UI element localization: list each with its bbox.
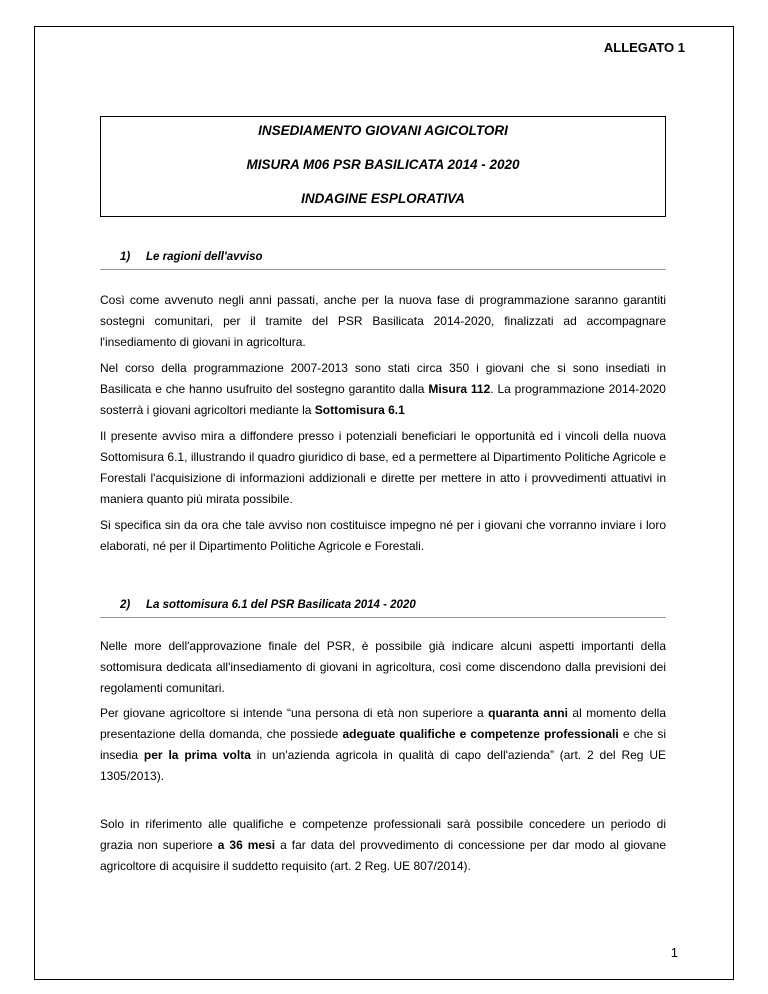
allegato-label: ALLEGATO 1 [603, 40, 685, 55]
section-1-heading [100, 251, 666, 270]
section-1-paragraph-3: Il presente avviso mira a diffondere presso i potenziali beneficiari le opportunità ed i vincoli della nuova Sottomisura 6.1, illustrando il quadro giuridico di base, ed a permettere al Dipartimento Politiche Agricole e Forestali l'acquisizione di informazioni addizionali e dirette per mettere in atto i provvedimenti attuativi in maniera quanto più mirata possibile. [100, 429, 666, 506]
section-1-paragraph-2 [100, 358, 666, 421]
title-box [100, 116, 666, 217]
text-run: e che si insedia [100, 727, 666, 762]
text-run: Per giovane agricoltore si intende “una persona di età non superiore a [100, 706, 489, 720]
bold-run: Misura 112 [428, 382, 491, 396]
section-2-paragraph-1: Nelle more dell'approvazione finale del PSR, è possibile già indicare alcuni aspetti importanti della sottomisura dedicata all'insediamento di giovani in agricoltura, così come discendono dalla previsioni dei regolamenti comunitari. [100, 639, 666, 695]
text-run: al momento della presentazione della domanda, che possiede [100, 706, 667, 741]
bold-run: quaranta anni [488, 706, 568, 720]
page-number: 1 [670, 945, 678, 960]
bold-run: per la prima volta [143, 748, 251, 762]
section-1-paragraph-4: Si specifica sin da ora che tale avviso non costituisce impegno né per i giovani che vorranno inviare i loro elaborati, né per il Dipartimento Politiche Agricole e Forestali. [100, 518, 666, 553]
bold-run: a 36 mesi [217, 838, 276, 852]
section-1-number: 1) [120, 251, 131, 263]
section-1-paragraph-1: Così come avvenuto negli anni passati, anche per la nuova fase di programmazione saranno garantiti sostegni comunitari, per il tramite del PSR Basilicata 2014-2020, finalizzati ad accompagnare l'insediamento di giovani in agricoltura. [100, 293, 666, 349]
text-run: in un'azienda agricola in qualità di capo dell'azienda” (art. 2 del Reg UE 1305/2013). [100, 748, 666, 783]
text-run: Solo in riferimento alle qualifiche e competenze professionali sarà possibile concedere un periodo di grazia non superiore [100, 817, 666, 852]
text-run: . La programmazione 2014-2020 sosterrà i giovani agricoltori mediante la [100, 382, 666, 417]
section-2-paragraph-3 [100, 814, 666, 877]
bold-run: adeguate qualifiche e competenze professionali [342, 727, 619, 741]
title-line-1: INSEDIAMENTO GIOVANI AGICOLTORI [258, 123, 508, 138]
section-1-title: Le ragioni dell'avviso [146, 251, 263, 263]
section-2-number: 2) [120, 599, 131, 611]
section-2-title: La sottomisura 6.1 del PSR Basilicata 2014 - 2020 [146, 599, 416, 611]
section-2-paragraph-2 [100, 703, 666, 787]
title-line-2: MISURA M06 PSR BASILICATA 2014 - 2020 [246, 157, 520, 172]
text-run: a far data del provvedimento di concessione per dar modo al giovane agricoltore di acquisire il suddetto requisito (art. 2 Reg. UE 807/2014). [100, 838, 666, 873]
title-line-3: INDAGINE ESPLORATIVA [301, 191, 465, 206]
text-run: Nel corso della programmazione 2007-2013 sono stati circa 350 i giovani che si sono insediati in Basilicata e che hanno usufruito del sostegno garantito dalla [100, 361, 666, 396]
section-2-heading [100, 599, 666, 618]
bold-run: Sottomisura 6.1 [314, 403, 405, 417]
